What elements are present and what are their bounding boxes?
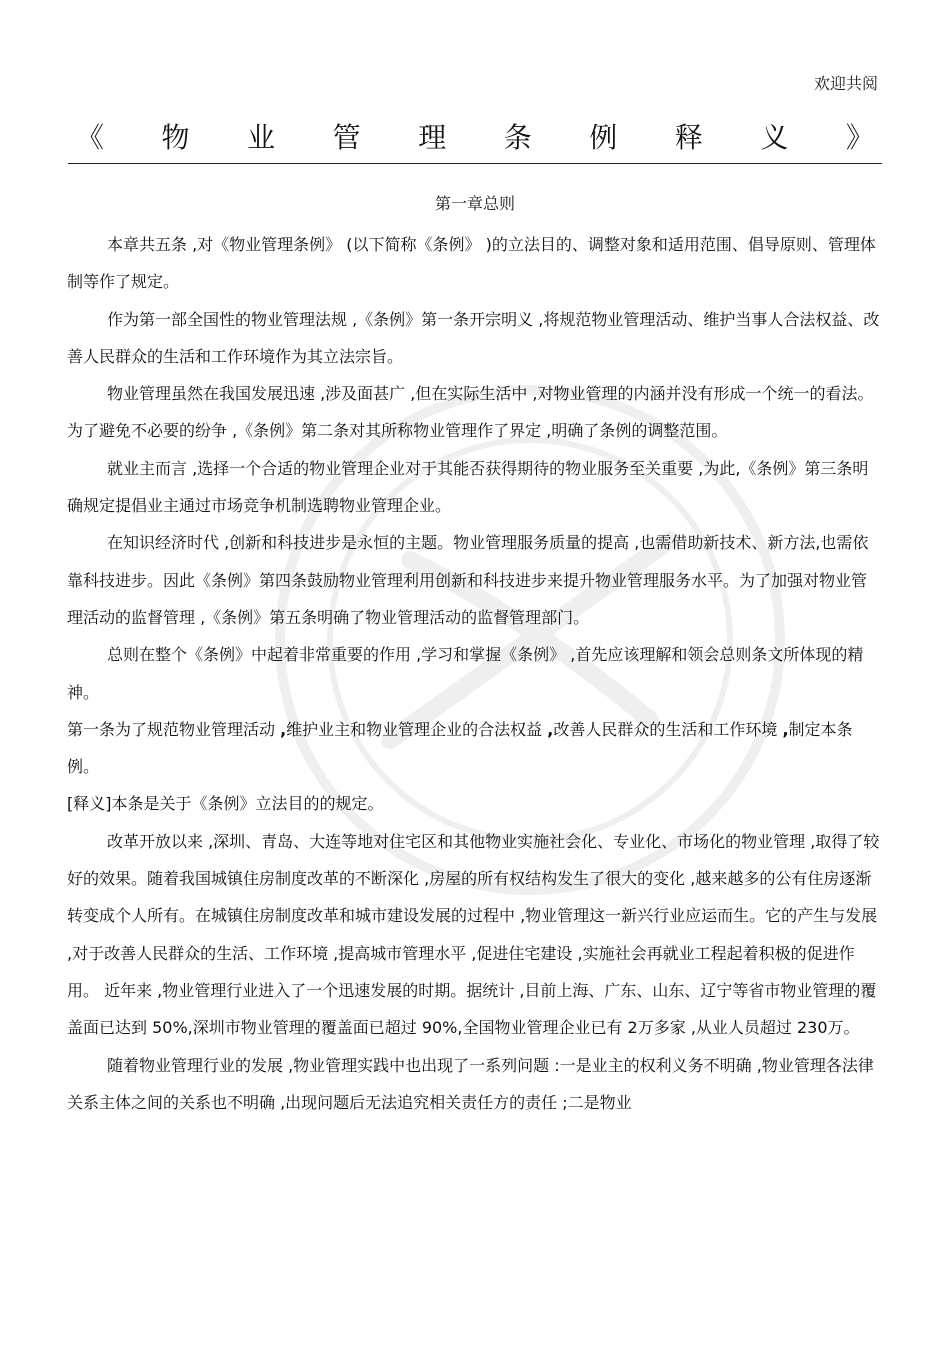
intro-paragraph: 总则在整个《条例》中起着非常重要的作用 ,学习和掌握《条例》 ,首先应该理解和领会总则条文所体现的精神。 — [67, 645, 864, 702]
title-char: 条 — [503, 121, 532, 154]
title-char: 业 — [247, 121, 276, 154]
intro-paragraph: 就业主而言 ,选择一个合适的物业管理企业对于其能否获得期待的物业服务至关重要 ,为此,《条例》第三条明确规定提倡业主通过市场竞争机制选聘物业管理企业。 — [67, 458, 869, 516]
chapter-heading: 第一章总则 — [434, 194, 515, 213]
title-char: 义 — [760, 121, 789, 154]
article-1-text: 改善人民群众的生活和工作环境 — [553, 719, 783, 739]
document-body — [67, 226, 882, 1121]
article-1-text: 第一条为了规范物业管理活动 — [67, 719, 281, 739]
title-char: 》 — [845, 121, 874, 154]
intro-paragraph: 物业管理虽然在我国发展迅速 ,涉及面甚广 ,但在实际生活中 ,对物业管理的内涵并没有形成一个统一的看法。为了避免不必要的纷争 ,《条例》第二条对其所称物业管理作了界定 ,明确了条例的调整范围。 — [67, 384, 874, 441]
title-rule — [68, 163, 882, 164]
explanation-label: [释义]本条是关于《条例》立法目的的规定。 — [67, 794, 384, 814]
intro-paragraph: 本章共五条 ,对《物业管理条例》 (以下简称《条例》 )的立法目的、调整对象和适用范围、倡导原则、管理体制等作了规定。 — [67, 235, 876, 292]
title-char: 物 — [161, 121, 190, 154]
title-char: 例 — [589, 121, 618, 154]
intro-paragraph: 在知识经济时代 ,创新和科技进步是永恒的主题。物业管理服务质量的提高 ,也需借助新技术、新方法,也需依靠科技进步。因此《条例》第四条鼓励物业管理利用创新和科技进步来提升物业管理服务水平。为了加强对物业管理活动的监督管理 ,《条例》第五条明确了物业管理活动的监督管理部门。 — [67, 533, 869, 627]
article-1-text: 制定本条例。 — [67, 719, 853, 777]
article-1-comma: , — [782, 719, 789, 739]
explanation-paragraph: 改革开放以来 ,深圳、青岛、大连等地对住宅区和其他物业实施社会化、专业化、市场化的物业管理 ,取得了较好的效果。随着我国城镇住房制度改革的不断深化 ,房屋的所有权结构发生了很大的变化 ,越来越多的公有住房逐渐转变成个人所有。在城镇住房制度改革和城市建设发展的过程中 ,物业管理这一新兴行业应运而生。它的产生与发展 ,对于改善人民群众的生活、工作环境 ,提高城市管理水平 ,促进住宅建设 ,实施社会再就业工程起着积极的促进作用。 近年来 ,物业管理行业进入了一个迅速发展的时期。据统计 ,目前上海、广东、山东、辽宁等省市物业管理的覆盖面已达到 50%,深圳市物业管理的覆盖面已超过 90%,全国物业管理企业已有 2万多家 ,从业人员超过 230万。 — [67, 831, 880, 1038]
title-char: 理 — [418, 121, 447, 154]
header-note: 欢迎共阅 — [813, 74, 878, 93]
article-1 — [67, 711, 882, 786]
article-1-comma: , — [547, 719, 554, 739]
explanation-paragraph: 随着物业管理行业的发展 ,物业管理实践中也出现了一系列问题 :一是业主的权利义务不明确 ,物业管理各法律关系主体之间的关系也不明确 ,出现问题后无法追究相关责任方的责任 ;二是物业 — [67, 1055, 874, 1112]
title-char: 管 — [332, 121, 361, 154]
article-1-comma: , — [280, 719, 287, 739]
intro-paragraph: 作为第一部全国性的物业管理法规 ,《条例》第一条开宗明义 ,将规范物业管理活动、维护当事人合法权益、改善人民群众的生活和工作环境作为其立法宗旨。 — [67, 309, 880, 366]
title-char: 释 — [674, 121, 703, 154]
title-char: 《 — [76, 121, 105, 154]
article-1-text: 维护业主和物业管理企业的合法权益 — [286, 719, 548, 739]
document-title — [68, 118, 882, 164]
